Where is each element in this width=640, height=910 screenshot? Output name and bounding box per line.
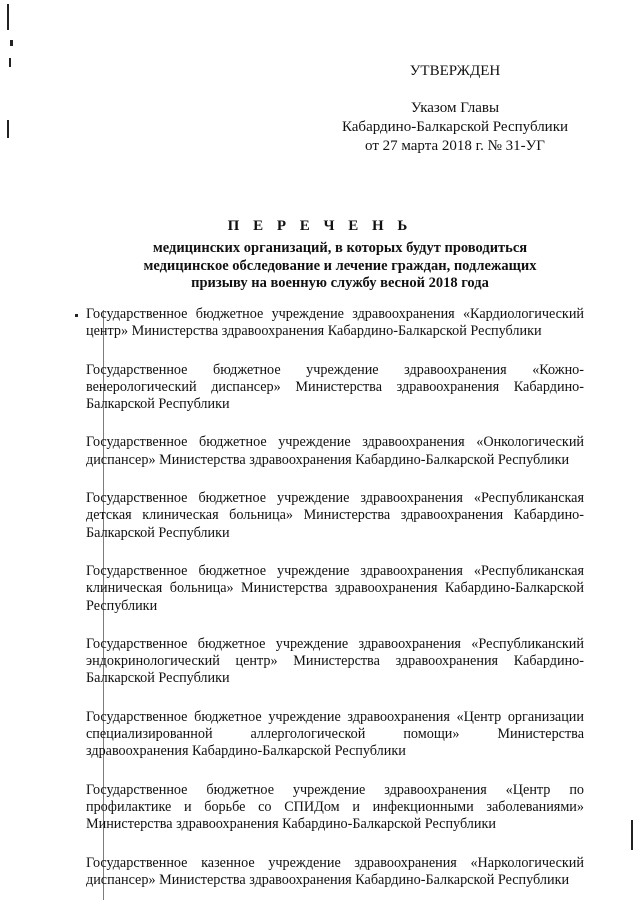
list-item: Государственное казенное учреждение здравоохранения «Наркологический диспансер» Министерства здравоохранения Кабардино-Балкарской Республики [86, 854, 584, 888]
scan-artifact [631, 820, 633, 850]
scan-artifact [7, 120, 9, 138]
organization-list [86, 306, 584, 910]
list-item: Государственное бюджетное учреждение здравоохранения «Кардиологический центр» Министерства здравоохранения Кабардино-Балкарской Республики [86, 306, 584, 340]
subtitle-line: призыву на военную службу весной 2018 года [191, 275, 489, 291]
subtitle-line: медицинское обследование и лечение граждан, подлежащих [143, 257, 537, 274]
list-item: Государственное бюджетное учреждение здравоохранения «Онкологический диспансер» Министерства здравоохранения Кабардино-Балкарской Республики [86, 434, 584, 468]
document-subtitle [110, 240, 570, 293]
list-item: Государственное бюджетное учреждение здравоохранения «Республиканская клиническая больница» Министерства здравоохранения Кабардино-Балкарской Республики [86, 562, 584, 614]
list-item: Государственное бюджетное учреждение здравоохранения «Республиканский эндокринологический центр» Министерства здравоохранения Кабардино-Балкарской Республики [86, 635, 584, 687]
approval-line: Кабардино-Балкарской Республики [341, 119, 569, 135]
scan-artifact [9, 58, 11, 67]
list-item: Государственное бюджетное учреждение здравоохранения «Центр по профилактике и борьбе со СПИДом и инфекционными заболеваниями» Министерства здравоохранения Кабардино-Балкарской Республики [86, 781, 584, 833]
list-item: Государственное бюджетное учреждение здравоохранения «Республиканская детская клиническая больница» Министерства здравоохранения Кабардино-Балкарской Республики [86, 490, 584, 541]
approval-line: от 27 марта 2018 г. № 31-УГ [365, 138, 545, 154]
approval-line: Указом Главы [410, 100, 500, 116]
scan-artifact [75, 314, 78, 317]
subtitle-line: медицинских организаций, в которых будут проводиться [152, 240, 528, 256]
approval-title: УТВЕРЖДЕН [409, 63, 501, 79]
list-item: Государственное бюджетное учреждение здравоохранения «Кожно-венерологический диспансер» Министерства здравоохранения Кабардино-Балкарской Республики [86, 361, 584, 413]
scan-artifact [7, 4, 9, 30]
list-item: Государственное бюджетное учреждение здравоохранения «Центр организации специализированной аллергологической помощи» Министерства здравоохранения Кабардино-Балкарской Республики [86, 708, 584, 760]
document-title: П Е Р Е Ч Е Н Ь [227, 218, 413, 234]
scan-artifact [10, 40, 13, 46]
approval-block [340, 62, 570, 156]
